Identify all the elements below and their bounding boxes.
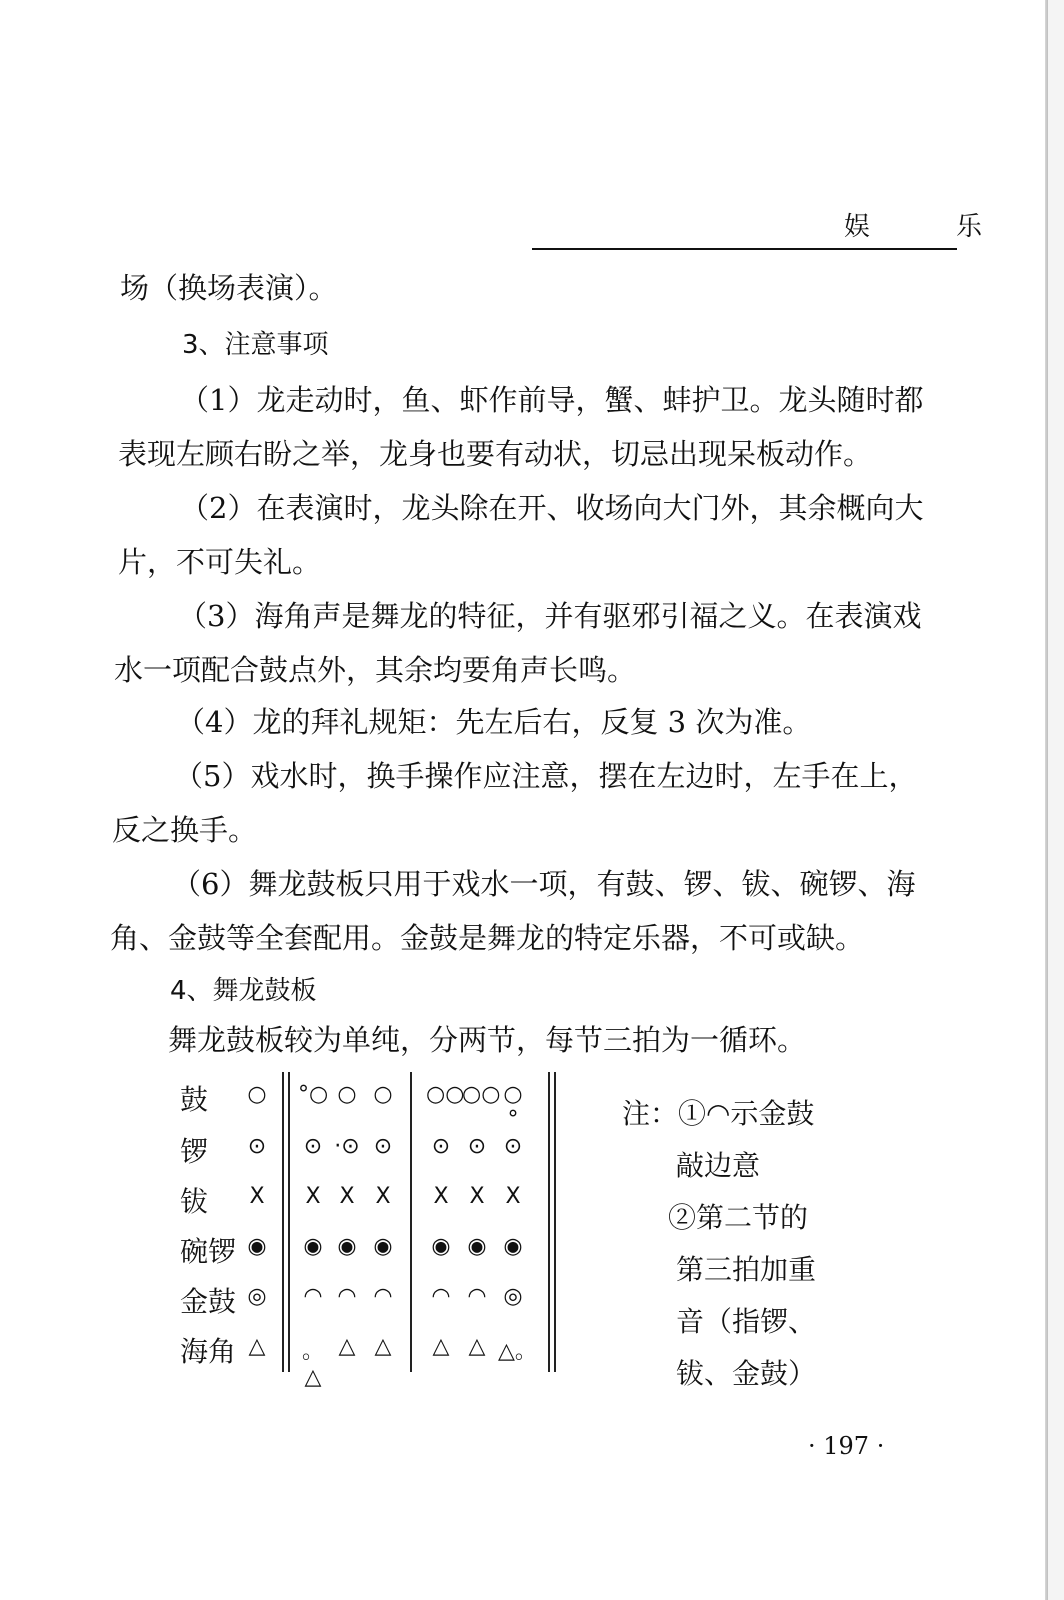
text-line: 角、金鼓等全套配用。金鼓是舞龙的特定乐器，不可或缺。 (110, 921, 865, 955)
text-line: （1）龙走动时，鱼、虾作前导，蟹、蚌护卫。龙头随时都 (180, 383, 924, 417)
bar-line (554, 1072, 556, 1372)
score-symbol: ⊙ (247, 1134, 267, 1159)
score-symbol: ○ (247, 1082, 267, 1107)
score-symbol: ⊙ (431, 1134, 451, 1159)
instrument-label: 海角 (180, 1335, 237, 1368)
running-header: 娱 乐 (844, 212, 1013, 242)
score-symbol: ⊙ (503, 1134, 523, 1159)
score-symbol: X (469, 1184, 485, 1209)
score-symbol: ◉ (431, 1234, 451, 1259)
score-symbol: △ (468, 1334, 486, 1359)
score-symbol: X (375, 1184, 391, 1209)
score-symbol: ◉ (247, 1234, 267, 1259)
text-line: （2）在表演时，龙头除在开、收场向大门外，其余概向大 (180, 491, 924, 525)
header-rule (532, 248, 957, 250)
bar-line (548, 1072, 550, 1372)
score-symbol: X (249, 1184, 265, 1209)
score-symbol: ○ (337, 1082, 357, 1107)
bar-line (288, 1072, 290, 1372)
score-symbol: ◉ (303, 1234, 323, 1259)
score-note-line: 注：①◠示金鼓 (622, 1097, 815, 1130)
score-symbol: X (433, 1184, 449, 1209)
page-edge-line (1045, 0, 1048, 1600)
score-symbol: ○○ (426, 1082, 465, 1107)
section-heading-3: 3、注意事项 (182, 330, 329, 360)
score-symbol: ◉ (467, 1234, 487, 1259)
score-symbol: ◎ (247, 1284, 267, 1309)
text-line: 舞龙鼓板较为单纯，分两节，每节三拍为一循环。 (168, 1023, 807, 1057)
score-symbol: ◉ (373, 1234, 393, 1259)
text-line: 场（换场表演）。 (120, 271, 338, 305)
instrument-label: 碗锣 (180, 1235, 237, 1268)
score-symbol: △ (338, 1334, 356, 1359)
bar-line (410, 1072, 412, 1372)
percussion-score (180, 1078, 600, 1398)
score-symbol: ·⊙ (334, 1134, 360, 1159)
score-symbol: ◉ (337, 1234, 357, 1259)
score-symbol: ◠ (431, 1284, 451, 1309)
score-note-line: ②第二节的 (668, 1201, 809, 1234)
page-number: · 197 · (808, 1432, 885, 1460)
score-note-line: 音（指锣、 (676, 1305, 817, 1338)
instrument-label: 钹 (180, 1185, 209, 1218)
score-symbol: ⊙ (373, 1134, 393, 1159)
score-note-line: 第三拍加重 (676, 1253, 817, 1286)
score-symbol: X (339, 1184, 355, 1209)
text-line: （3）海角声是舞龙的特征，并有驱邪引福之义。在表演戏 (178, 599, 922, 633)
score-symbol: °○ (298, 1082, 329, 1107)
score-symbol: ◠ (337, 1284, 357, 1309)
score-symbol: ◠ (467, 1284, 487, 1309)
score-note-line: 钹、金鼓） (676, 1357, 817, 1390)
instrument-label: 金鼓 (180, 1285, 237, 1318)
text-line: （4）龙的拜礼规矩：先左后右，反复 3 次为准。 (176, 705, 812, 739)
score-symbol: ⊙ (303, 1134, 323, 1159)
text-line: 反之换手。 (112, 813, 258, 847)
score-symbol: ◠ (373, 1284, 393, 1309)
instrument-label: 锣 (180, 1135, 209, 1168)
score-symbol: ○○ (462, 1082, 501, 1107)
text-line: 片，不可失礼。 (118, 545, 322, 579)
text-line: 表现左顾右盼之举，龙身也要有动状，切忌出现呆板动作。 (118, 437, 873, 471)
section-heading-4: 4、舞龙鼓板 (170, 976, 317, 1006)
score-symbol: ○ (373, 1082, 393, 1107)
text-line: （5）戏水时，换手操作应注意，摆在左边时，左手在上， (174, 759, 918, 793)
score-symbol: X (305, 1184, 321, 1209)
instrument-label: 鼓 (180, 1083, 209, 1116)
score-symbol: △ (432, 1334, 450, 1359)
text-line: （6）舞龙鼓板只用于戏水一项，有鼓、锣、钹、碗锣、海 (172, 867, 916, 901)
score-symbol: ○ ° (503, 1082, 523, 1132)
score-symbol: ⊙ (467, 1134, 487, 1159)
score-symbol: 。△ (301, 1339, 324, 1390)
score-symbol: △。 (498, 1339, 537, 1364)
score-symbol: △ (374, 1334, 392, 1359)
bar-line (282, 1072, 284, 1372)
score-symbol: X (505, 1184, 521, 1209)
score-notes (622, 1088, 816, 1400)
score-symbol: ◎ (503, 1284, 523, 1309)
score-symbol: ◉ (503, 1234, 523, 1259)
page-edge (1048, 0, 1064, 1600)
text-line: 水一项配合鼓点外，其余均要角声长鸣。 (114, 653, 637, 687)
score-symbol: ◠ (303, 1284, 323, 1309)
score-symbol: △ (248, 1334, 266, 1359)
score-note-line: 敲边意 (676, 1149, 761, 1182)
